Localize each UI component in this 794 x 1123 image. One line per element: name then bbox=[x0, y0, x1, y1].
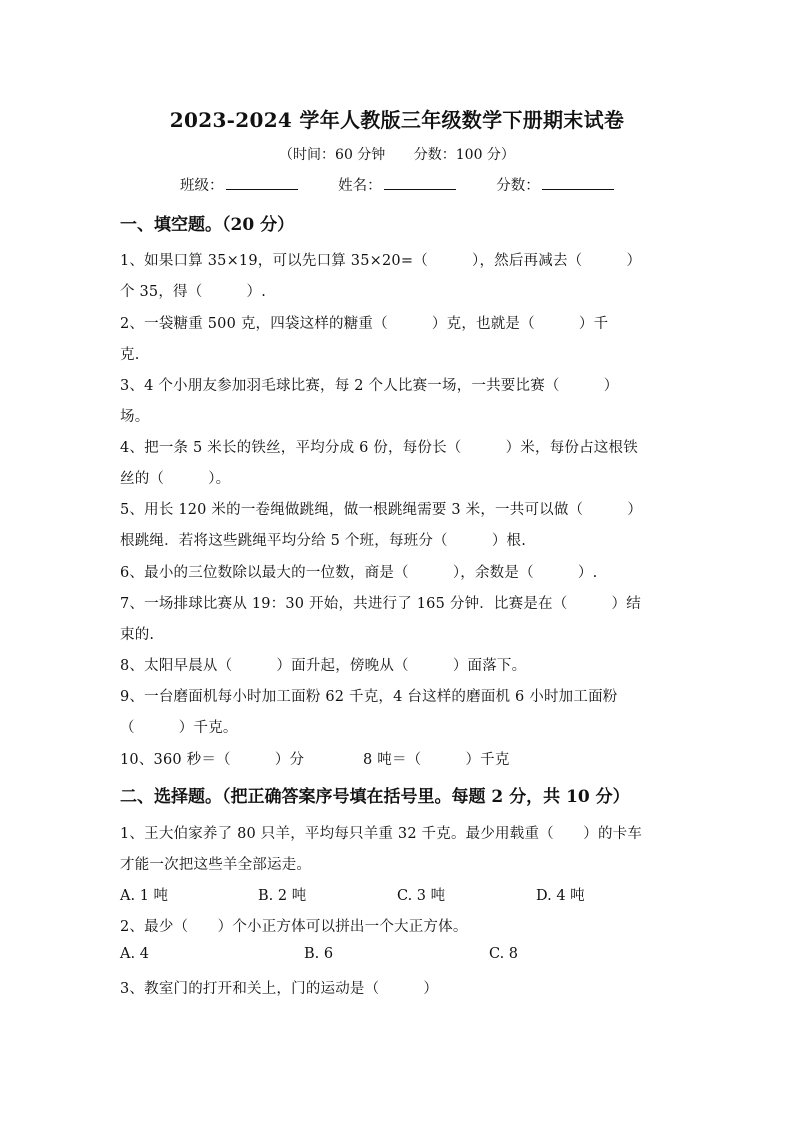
class-blank[interactable] bbox=[226, 176, 298, 190]
q2-line2: 克. bbox=[120, 347, 140, 363]
q5-line2: 根跳绳．若将这些跳绳平均分给 5 个班，每班分（ ）根. bbox=[120, 533, 527, 549]
mc1-option-c[interactable]: C. 3 吨 bbox=[397, 888, 446, 904]
section2-heading: 二、选择题。（把正确答案序号填在括号里。每题 2 分，共 10 分） bbox=[120, 787, 630, 807]
score-blank[interactable] bbox=[542, 176, 614, 190]
name-blank[interactable] bbox=[384, 176, 456, 190]
exam-meta bbox=[0, 144, 794, 164]
mc2-option-a[interactable]: A. 4 bbox=[120, 946, 149, 962]
exam-time: （时间：60 分钟 bbox=[279, 147, 386, 163]
mc1-option-b[interactable]: B. 2 吨 bbox=[258, 888, 307, 904]
q3-line1: 3、4 个小朋友参加羽毛球比赛，每 2 个人比赛一场，一共要比赛（ ） bbox=[120, 378, 619, 394]
name-field[interactable] bbox=[338, 174, 456, 195]
q7-line1: 7、一场排球比赛从 19：30 开始，共进行了 165 分钟．比赛是在（ ）结 bbox=[120, 596, 641, 612]
name-label: 姓名： bbox=[338, 178, 382, 194]
mc2-line: 2、最少（ ）个小正方体可以拼出一个大正方体。 bbox=[120, 919, 468, 935]
score-field[interactable] bbox=[496, 174, 614, 195]
mc1-option-a[interactable]: A. 1 吨 bbox=[120, 888, 169, 904]
q8-line: 8、太阳早晨从（ ）面升起，傍晚从（ ）面落下。 bbox=[120, 658, 527, 674]
q5-line1: 5、用长 120 米的一卷绳做跳绳，做一根跳绳需要 3 米，一共可以做（ ） bbox=[120, 502, 643, 518]
q4-line2: 丝的（ ）。 bbox=[120, 471, 231, 487]
mc2-option-c[interactable]: C. 8 bbox=[489, 946, 519, 962]
q6-line: 6、最小的三位数除以最大的一位数，商是（ ），余数是（ ）. bbox=[120, 565, 598, 581]
q9-line1: 9、一台磨面机每小时加工面粉 62 千克，4 台这样的磨面机 6 小时加工面粉 bbox=[120, 689, 618, 705]
score-label: 分数： bbox=[496, 178, 540, 194]
q1-line2: 个 35，得（ ）. bbox=[120, 284, 267, 300]
mc2-option-b[interactable]: B. 6 bbox=[304, 946, 334, 962]
mc1-line1: 1、王大伯家养了 80 只羊，平均每只羊重 32 千克。最少用载重（ ）的卡车 bbox=[120, 826, 643, 842]
mc1-line2: 才能一次把这些羊全部运走。 bbox=[120, 857, 312, 873]
q1-line1: 1、如果口算 35×19，可以先口算 35×20=（ ），然后再减去（ ） bbox=[120, 253, 642, 269]
q7-line2: 束的. bbox=[120, 627, 155, 643]
class-field[interactable] bbox=[180, 174, 298, 195]
class-label: 班级： bbox=[180, 178, 224, 194]
exam-score: 分数：100 分） bbox=[413, 147, 515, 163]
q10-line: 10、360 秒＝（ ）分 8 吨＝（ ）千克 bbox=[120, 752, 510, 768]
q9-line2: （ ）千克。 bbox=[120, 720, 238, 736]
q3-line2: 场。 bbox=[120, 409, 150, 425]
exam-title: 2023-2024 学年人教版三年级数学下册期末试卷 bbox=[169, 108, 625, 132]
student-info bbox=[180, 174, 650, 195]
q2-line1: 2、一袋糖重 500 克，四袋这样的糖重（ ）克，也就是（ ）千 bbox=[120, 316, 609, 332]
q4-line1: 4、把一条 5 米长的铁丝，平均分成 6 份，每份长（ ）米，每份占这根铁 bbox=[120, 440, 638, 456]
mc3-line: 3、教室门的打开和关上，门的运动是（ ） bbox=[120, 981, 439, 997]
mc1-option-d[interactable]: D. 4 吨 bbox=[536, 888, 585, 904]
section1-heading: 一、填空题。（20 分） bbox=[120, 215, 295, 235]
